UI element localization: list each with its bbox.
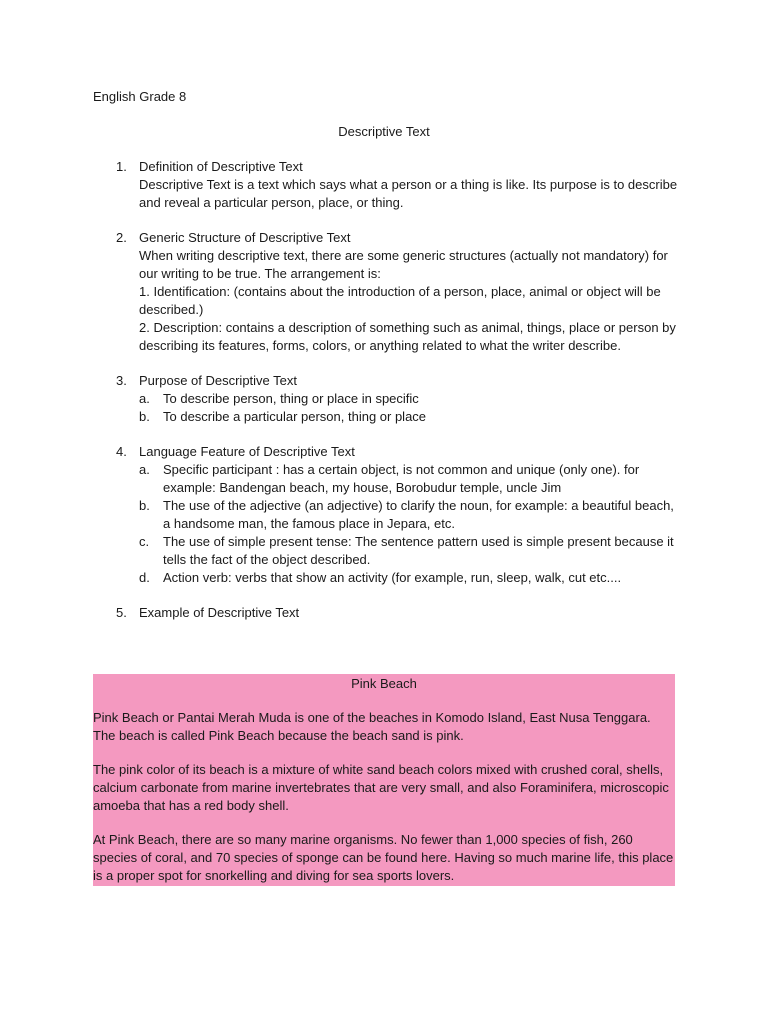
sub-list — [139, 390, 679, 426]
list-item-text: To describe person, thing or place in specific — [163, 391, 419, 406]
section-number: 3. — [116, 373, 127, 388]
section-paragraph: 2. Description: contains a description of something such as animal, things, place or person by describing its features, forms, colors, or anything related to what the writer describe. — [139, 320, 676, 353]
example-paragraph: At Pink Beach, there are so many marine organisms. No fewer than 1,000 species of fish, 260 species of coral, and 70 species of sponge can be found here. Having so much marine life, this place is a proper spot for snorkelling and diving for sea sports lovers. — [93, 832, 674, 883]
example-title: Pink Beach — [351, 676, 417, 691]
section-heading: Example of Descriptive Text — [139, 605, 300, 620]
list-item-letter: b. — [139, 409, 150, 424]
section-heading: Definition of Descriptive Text — [139, 159, 303, 174]
section-purpose — [0, 372, 768, 426]
section-paragraph: 1. Identification: (contains about the introduction of a person, place, animal or object will be described.) — [139, 284, 661, 317]
section-number: 2. — [116, 230, 127, 245]
list-item-letter: a. — [139, 391, 150, 406]
list-item — [139, 461, 679, 497]
list-item — [139, 408, 679, 426]
section-number: 4. — [116, 444, 127, 459]
list-item-letter: a. — [139, 462, 150, 477]
list-item-letter: c. — [139, 534, 150, 549]
section-heading: Language Feature of Descriptive Text — [139, 444, 355, 459]
section-generic-structure — [0, 229, 768, 355]
section-number: 1. — [116, 159, 127, 174]
list-item — [139, 569, 679, 587]
section-paragraph: Descriptive Text is a text which says what a person or a thing is like. Its purpose is to describe and reveal a particular person, place, or thing. — [139, 177, 678, 210]
list-item-text: Specific participant : has a certain object, is not common and unique (only one). for example: Bandengan beach, my house, Borobudur temple, uncle Jim — [163, 462, 640, 495]
example-text-box — [93, 674, 675, 886]
list-item-letter: d. — [139, 570, 150, 585]
section-definition — [0, 158, 768, 212]
example-paragraph: The pink color of its beach is a mixture of white sand beach colors mixed with crushed coral, shells, calcium carbonate from marine invertebrates that are very small, and also Foraminifera, microscopic amoeba that has a red body shell. — [93, 762, 669, 813]
list-item-text: The use of the adjective (an adjective) to clarify the noun, for example: a beautiful beach, a handsome man, the famous place in Jepara, etc. — [163, 498, 674, 531]
section-heading: Generic Structure of Descriptive Text — [139, 230, 351, 245]
section-list — [0, 158, 768, 639]
section-language-feature — [0, 443, 768, 587]
section-paragraph: When writing descriptive text, there are some generic structures (actually not mandatory) for our writing to be true. The arrangement is: — [139, 248, 668, 281]
list-item — [139, 390, 679, 408]
example-paragraph: Pink Beach or Pantai Merah Muda is one of the beaches in Komodo Island, East Nusa Tenggara. The beach is called Pink Beach because the beach sand is pink. — [93, 710, 651, 743]
list-item-text: To describe a particular person, thing or place — [163, 409, 427, 424]
course-label: English Grade 8 — [93, 89, 187, 104]
page-title: Descriptive Text — [338, 124, 430, 139]
list-item — [139, 497, 679, 533]
sub-list — [139, 461, 679, 587]
list-item-text: Action verb: verbs that show an activity (for example, run, sleep, walk, cut etc.... — [163, 570, 622, 585]
section-example — [0, 604, 768, 622]
list-item-text: The use of simple present tense: The sentence pattern used is simple present because it tells the fact of the object described. — [163, 534, 674, 567]
list-item-letter: b. — [139, 498, 150, 513]
section-heading: Purpose of Descriptive Text — [139, 373, 297, 388]
list-item — [139, 533, 679, 569]
section-number: 5. — [116, 605, 127, 620]
